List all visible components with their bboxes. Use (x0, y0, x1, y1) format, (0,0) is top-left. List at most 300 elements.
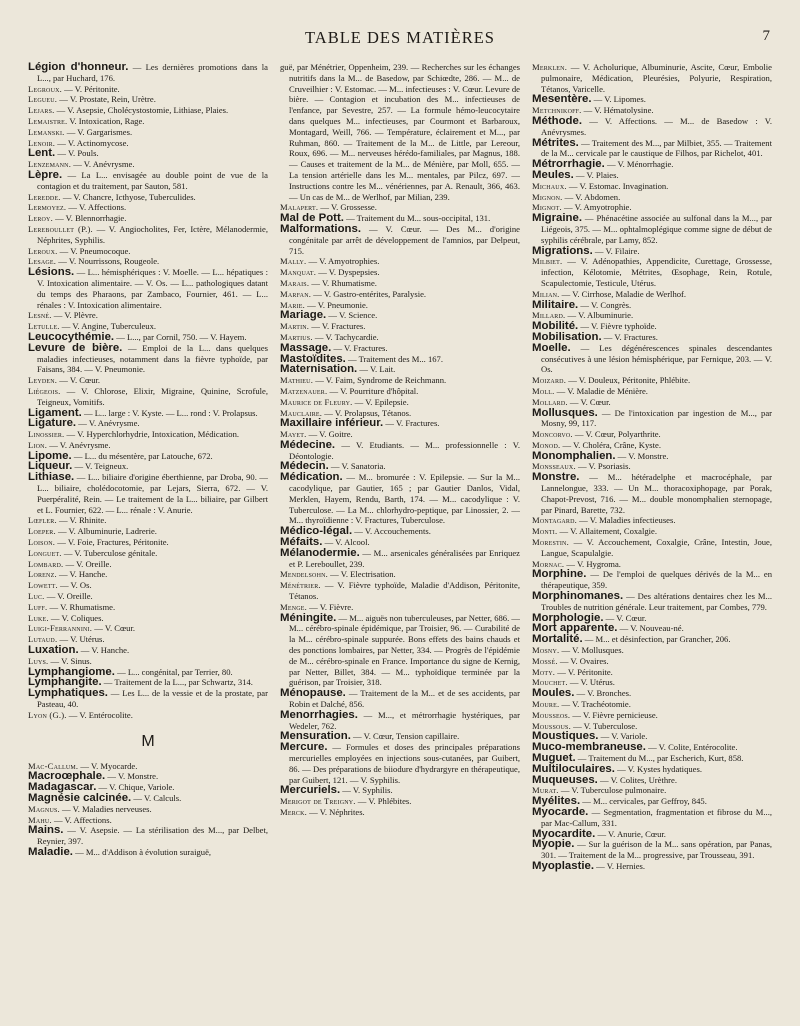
index-entry (28, 591, 268, 602)
index-entry (28, 537, 268, 548)
entry-headword: Levure de bière. (28, 341, 123, 354)
entry-text: — Emploi de la L... dans quelques maladies infectieuses, notamment dans la fièvre typhoïde, par Faisans, 384. — V. Pneumonie. (37, 342, 268, 375)
index-entry (28, 645, 268, 656)
entry-text: — V. Fièvre typhoïde. (578, 321, 657, 332)
entry-headword: Morphinomanes. (532, 590, 624, 603)
index-entry (532, 537, 772, 559)
entry-text: — V. Prolapsus, Tétanos. (322, 407, 412, 418)
entry-headword: Morestin. (532, 537, 569, 548)
index-column-2 (280, 62, 520, 1016)
index-entry (280, 62, 520, 202)
entry-text: — Les dégénérescences spinales descendantes consécutives à une lésion hémisphérique, par Fernique, 203. — V. Os. (541, 342, 772, 375)
entry-headword: Legroux. (28, 83, 62, 94)
entry-text: — V. Albuminurie, Ladrerie. (55, 526, 157, 537)
entry-headword: Myocardite. (532, 827, 596, 840)
entry-text: — V. Faim, Syndrome de Reichmann. (313, 375, 447, 386)
entry-headword: Mortalité. (532, 633, 583, 646)
index-entry (280, 310, 520, 321)
page-number: 7 (762, 28, 770, 44)
entry-headword: Lœfler. (28, 515, 57, 526)
entry-headword: Moelle. (532, 341, 571, 354)
entry-headword: Lombard. (28, 558, 64, 569)
index-entry (532, 807, 772, 829)
index-entry (280, 256, 520, 267)
index-entry (28, 515, 268, 526)
entry-text: V. Intoxication, Rage. (67, 115, 145, 126)
entry-headword: Moll. (532, 385, 555, 396)
index-entry (532, 192, 772, 203)
entry-text: — Traitement des M... 167. (345, 353, 443, 364)
index-entry (28, 246, 268, 257)
entry-headword: Monsseaux. (532, 461, 576, 472)
entry-headword: Legueu. (28, 94, 58, 105)
entry-text: — V. Chlorose, Elixir, Migraine, Quinine, Scrofule, Teigneux, Vomitifs. (37, 385, 268, 407)
entry-headword: Mousseos. (532, 709, 571, 720)
index-entry (280, 548, 520, 570)
entry-text: — V. Hématolysine. (581, 105, 654, 116)
entry-headword: Myocarde. (532, 805, 589, 818)
entry-text: — V. Estomac. Invagination. (566, 180, 669, 191)
index-entry (280, 613, 520, 689)
entry-text: — Traitement des M..., par Milbiet, 355. — Traitement de la M... cervicale par le caustique de Filhos, par Richelot, 401. (541, 137, 772, 159)
entry-headword: Meules. (532, 168, 574, 181)
index-entry (280, 278, 520, 289)
entry-text: — V. Hanche. (56, 569, 108, 580)
entry-text: — L... hémisphériques : V. Moelle. — L... hépatiques : V. Intoxication alimentaire. — V. Os. — L... pathologiques datant du temps des Pharaons, par Zambaco, Fournier, 461. — L... rénales : V. Intoxication alimentaire. (37, 267, 268, 310)
entry-text: — Les dernières promotions dans la L..., par Huchard, 176. (37, 62, 268, 83)
entry-headword: Lutaud. (28, 634, 58, 645)
entry-text: — V. Pouls. (55, 148, 99, 159)
index-entry (280, 580, 520, 602)
index-entry (28, 623, 268, 634)
index-entry (532, 246, 772, 257)
index-columns (28, 62, 772, 1016)
entry-headword: Leyden. (28, 375, 58, 386)
entry-headword: Mal de Pott. (280, 212, 344, 225)
entry-text: — Traitement du M... sous-occipital, 131. (343, 213, 491, 224)
entry-headword: Lion. (28, 439, 48, 450)
index-entry (532, 386, 772, 397)
entry-headword: Merklen. (532, 62, 568, 72)
entry-text: — La L... envisagée au double point de vue de la contagion et du traitement, par Sauton, 581. (37, 169, 268, 191)
entry-headword: Magnésie calcinée. (28, 792, 132, 804)
entry-text: — V. Lipomes. (591, 94, 646, 105)
entry-headword: Millard. (532, 310, 566, 321)
entry-headword: Moizard. (532, 375, 567, 386)
index-entry (28, 267, 268, 310)
entry-text: — V. Fièvre pernicieuse. (570, 709, 658, 720)
entry-headword: Maurice de Fleury. (280, 396, 353, 407)
entry-headword: Milian. (532, 288, 560, 299)
entry-text: — V. Anévrysme. (71, 159, 135, 170)
index-entry (532, 526, 772, 537)
entry-text: — M... hétéradelphe et macrocéphale, par Lannelongue, 333. — Un M... thoracoxiphopage, par Porak, Chapot-Prevost, 716. — M... double monomphalien sternopage, par Pinard, Barette, 732. (541, 472, 772, 515)
entry-headword: Lithiase. (28, 471, 75, 484)
entry-headword: Lymphangite. (28, 676, 102, 689)
section-letter-heading: M (141, 732, 155, 750)
entry-text: — V. Fractures. (331, 342, 388, 353)
entry-headword: Multiloculaires. (532, 762, 615, 775)
entry-headword: Mathieu. (280, 375, 314, 386)
index-entry (280, 569, 520, 580)
entry-text: — V. Colites, Urèthre. (597, 774, 677, 785)
entry-headword: Martius. (280, 331, 313, 342)
index-entry (532, 138, 772, 160)
entry-text: — V. Accouchements. (352, 526, 431, 537)
entry-text: — V. Cirrhose, Maladie de Werlhof. (559, 288, 687, 299)
entry-text: — V. Goitre. (306, 429, 353, 440)
entry-headword: Liégeois. (28, 385, 61, 396)
entry-headword: Ménopause. (280, 687, 346, 700)
entry-headword: Mesentère. (532, 93, 592, 106)
entry-text: — Traitement de la L..., par Schwartz, 314. (101, 677, 253, 688)
entry-headword: Luc. (28, 591, 45, 602)
entry-headword: Ménétrier. (280, 580, 321, 591)
index-entry (28, 105, 268, 116)
entry-text: — V. Abdomen. (562, 191, 621, 202)
entry-headword: Mauclaire. (280, 407, 323, 418)
entry-headword: Longuet. (28, 547, 62, 558)
entry-headword: Mollard. (532, 396, 568, 407)
entry-text: — Segmentation, fragmentation et fibrose du M..., par Mac-Callum, 331. (541, 806, 772, 828)
entry-headword: Lemanski. (28, 126, 65, 137)
entry-text: — V. Utérus. (567, 677, 615, 688)
entry-headword: Luys. (28, 655, 49, 666)
entry-text: — V. Asepsie, Cholécystostomie, Lithiase, Plaies. (54, 105, 229, 116)
entry-text: — V. Psoriasis. (575, 461, 631, 472)
entry-text: — V. Chique, Variole. (96, 782, 175, 793)
entry-text: — V. Gastro-entérites, Paralysie. (311, 288, 427, 299)
entry-headword: Mollusques. (532, 406, 598, 419)
index-entry (532, 667, 772, 678)
entry-headword: Montagard. (532, 515, 577, 526)
entry-text: — V. Pourriture d'hôpital. (327, 385, 419, 396)
index-entry (28, 613, 268, 624)
entry-text: — V. Plaies. (573, 169, 619, 180)
entry-headword: Loeper. (28, 526, 56, 537)
entry-headword: Morphine. (532, 568, 587, 581)
entry-text: — V. Pneumocoque. (57, 245, 131, 256)
entry-headword: Métrorrhagie. (532, 158, 605, 171)
entry-text: — V. Fractures. (309, 321, 366, 332)
index-entry (28, 62, 268, 84)
index-entry (280, 386, 520, 397)
index-entry (280, 364, 520, 375)
entry-text: — V. Ménorrhagie. (604, 159, 674, 170)
entry-text: — Formules et doses des principales préparations mercurielles employées en injections sous-cutanées, par Guibert, 86. — Des préparations de biiodure d'hydrargyre en thérapeutique, par Guibert, 121. — V. Syphilis. (289, 742, 520, 785)
entry-headword: Malapert. (280, 202, 319, 213)
index-entry (28, 148, 268, 159)
entry-headword: Mignot. (532, 202, 562, 213)
entry-text: — V. Oreille. (44, 591, 93, 602)
entry-headword: Leroux. (28, 245, 58, 256)
index-entry (532, 300, 772, 311)
entry-text: — V. Variole. (598, 731, 648, 742)
index-entry (532, 408, 772, 430)
entry-text: — L..., par Cornil, 750. — V. Hayem. (114, 331, 247, 342)
entry-headword: Manquat. (280, 267, 317, 278)
entry-headword: Médecin. (280, 460, 329, 473)
entry-text: — V. Maladie de Ménière. (554, 385, 648, 396)
entry-text: — M... d'Addison à évolution suraiguë, (72, 846, 212, 857)
entry-text: — V. Hernies. (594, 860, 646, 871)
entry-headword: Mélanodermie. (280, 546, 360, 559)
entry-headword: Madagascar. (28, 781, 97, 794)
entry-text: — V. Hyperchlorhydrie, Intoxication, Médication. (64, 429, 240, 440)
entry-headword: Mouchet. (532, 677, 568, 688)
index-entry (532, 375, 772, 386)
entry-headword: Luxation. (28, 644, 79, 657)
entry-headword: Leucocythémie. (28, 330, 115, 343)
entry-headword: Lorenz. (28, 569, 57, 580)
index-entry (280, 472, 520, 526)
entry-text: — V. Amyotrophies. (306, 256, 380, 267)
entry-text: — V. Rhumatisme. (47, 601, 116, 612)
index-entry (532, 181, 772, 192)
index-entry (532, 62, 772, 94)
entry-headword: Merck. (280, 806, 307, 817)
entry-headword: Mally. (280, 256, 307, 267)
index-entry (532, 861, 772, 872)
entry-text: — V. Affections. (51, 814, 112, 825)
entry-headword: Monti. (532, 526, 558, 537)
entry-text: — V. Asepsie. — La stérilisation des M..., par Delbet, Reynier, 397. (37, 825, 268, 847)
entry-text: — M... aiguës non tuberculeuses, par Netter, 686. — M... cérébro-spinale épidémique, par Troisier, 96. — Curabilité de la M... cérébro-spinale suppurée. Bons effets des bains chauds et des ponctions lombaires, par Netter, 334. — Progrès de l'épidémie de M... cérébro-spinale en France. Importance du signe de Kernig, par Netter, Billet, 384. — M... typhoïdique terminée par la guérison, par Troisier, 318. (289, 612, 520, 688)
entry-text: — V. Chancre, Icthyose, Tuberculides. (60, 191, 196, 202)
entry-text: — V. Pneumonie. (305, 299, 368, 310)
index-entry (532, 839, 772, 861)
index-entry (532, 213, 772, 245)
entry-text: — V. Maladies infectieuses. (576, 515, 676, 526)
entry-headword: Méningite. (280, 611, 337, 624)
entry-text: — De l'emploi de quelques dérivés de la M... en thérapeutique, 359. (541, 569, 772, 591)
entry-text: — V. Nouveau-né. (617, 623, 684, 634)
entry-text: — V. Myocarde. (78, 760, 138, 771)
entry-text: — V. Angine, Tuberculeux. (59, 321, 157, 332)
entry-headword: Lemaistre. (28, 115, 68, 126)
page-header (30, 28, 770, 54)
index-entry (280, 267, 520, 278)
entry-headword: Médico-légal. (280, 525, 353, 538)
entry-text: — V. Teigneux. (72, 461, 129, 472)
entry-headword: Lymphatiques. (28, 687, 108, 700)
entry-headword: Lyon (G.). (28, 709, 67, 720)
entry-headword: Moules. (532, 687, 575, 700)
entry-text: — Traitement de la M... et de ses accidents, par Robin et Dalché, 856. (289, 688, 520, 710)
index-entry (28, 526, 268, 537)
entry-headword: Mignon. (532, 191, 563, 202)
index-entry (532, 710, 772, 721)
entry-text: — V. Foie, Fractures, Péritonite. (55, 537, 169, 548)
entry-text: — V. Anurie, Cœur. (595, 828, 666, 839)
entry-text: — V. Cœur, Tension capillaire. (350, 731, 460, 742)
entry-text: — V. Entérocolite. (66, 709, 133, 720)
entry-text: — V. Science. (326, 310, 378, 321)
entry-text: — V. Sinus. (48, 655, 92, 666)
entry-text: — L... congénital, par Terrier, 80. (114, 666, 233, 677)
entry-text: — V. Acholurique, Albuminurie, Ascite, Cœur, Embolie pulmonaire, Médication, Pleurésies, Polyurie, Respiration, Tétanos, Varicelle. (541, 62, 772, 94)
entry-headword: Maxillaire inférieur. (280, 417, 384, 430)
entry-text: — V. Tachycardie. (312, 331, 379, 342)
entry-headword: Lenzemann. (28, 159, 72, 170)
index-entry (280, 289, 520, 300)
entry-headword: Légion d'honneur. (28, 62, 129, 73)
index-entry (280, 418, 520, 429)
entry-text: — Sur la guérison de la M... sans opération, par Panas, 301. — Traitement de la M... progressive, par Trousseau, 391. (541, 839, 772, 861)
entry-headword: Myoplastie. (532, 859, 595, 872)
index-entry (532, 645, 772, 656)
entry-text: — V. Maladies nerveuses. (59, 803, 152, 814)
entry-headword: Merigot de Treigny. (280, 796, 356, 807)
entry-text: — V. Anévrysme. (47, 439, 111, 450)
entry-headword: Mariage. (280, 309, 327, 322)
index-entry (532, 688, 772, 699)
entry-text: — V. Epilepsie. (352, 396, 409, 407)
entry-text: — V. Affections. — M... de Basedow : V. Anévrysmes. (541, 115, 772, 137)
entry-headword: Lereboullet (P.). (28, 223, 93, 234)
entry-text: — V. Cœur. — Des M... d'origine congénitale par arrêt de développement de l'amnios, par Delpeut, 715. (289, 223, 520, 256)
index-entry (28, 580, 268, 591)
entry-headword: Luff. (28, 601, 48, 612)
index-entry (28, 343, 268, 375)
entry-text: — V. Trachéotomie. (559, 699, 631, 710)
index-entry (28, 559, 268, 570)
entry-text: — V. Plèvre. (51, 310, 98, 321)
entry-headword: Mac-Callum. (28, 760, 79, 771)
index-entry (280, 224, 520, 256)
entry-headword: Lipome. (28, 449, 72, 462)
entry-text: — V. Fractures. (601, 331, 658, 342)
index-column-1 (28, 62, 268, 1016)
entry-headword: Matzenauer. (280, 385, 328, 396)
entry-text: — V. Filaire. (592, 245, 640, 256)
index-entry (28, 418, 268, 429)
index-entry (28, 548, 268, 559)
index-entry (28, 94, 268, 105)
entry-text: — V. Affections. (66, 202, 127, 213)
index-entry (28, 602, 268, 613)
entry-headword: Letulle. (28, 321, 60, 332)
entry-headword: Maternisation. (280, 363, 358, 376)
index-entry (532, 256, 772, 288)
entry-text: — V. Anévrysme. (76, 418, 140, 429)
index-entry (28, 688, 268, 710)
entry-text: — M... arsenicales généralisées par Enriquez et P. Lereboullet, 239. (289, 547, 520, 569)
entry-headword: Lowett. (28, 580, 58, 591)
entry-text: — V. Tuberculose pulmonaire. (558, 785, 667, 796)
entry-headword: Lenoir. (28, 137, 56, 148)
entry-headword: Myopie. (532, 838, 575, 851)
entry-text: — V. Blennorrhagie. (52, 213, 127, 224)
index-entry (28, 159, 268, 170)
index-entry (28, 804, 268, 815)
entry-text: — V. Hanche. (78, 645, 130, 656)
entry-text: — V. Coliques. (48, 612, 104, 623)
entry-text: — V. Actinomycose. (55, 137, 129, 148)
entry-text: — V. Prostate, Rein, Urètre. (57, 94, 156, 105)
entry-headword: Métrites. (532, 136, 579, 149)
entry-text: — V. Cœur, Polyarthrite. (572, 429, 661, 440)
entry-text: — V. Grossesse. (318, 202, 377, 213)
entry-headword: Médication. (280, 471, 343, 484)
entry-text: — V. Tuberculose. (570, 720, 638, 731)
entry-headword: Massage. (280, 341, 332, 354)
entry-headword: Mercuriels. (280, 784, 341, 797)
entry-headword: Mains. (28, 824, 64, 837)
entry-headword: Monod. (532, 439, 561, 450)
entry-headword: Lejars. (28, 105, 55, 116)
entry-headword: Marfan. (280, 288, 312, 299)
index-entry (280, 796, 520, 807)
entry-headword: Loison. (28, 537, 56, 548)
entry-headword: Méfaits. (280, 536, 323, 549)
entry-text: — V. Fièvre. (307, 601, 354, 612)
index-entry (28, 815, 268, 826)
entry-headword: Mobilisation. (532, 330, 602, 343)
entry-text: — Phénacétine associée au sulfonal dans la M..., par Liégeois, 375. — M... ophtalmoplégique comme signe de début de syphilis cérébrale, par Lamy, 852. (541, 213, 772, 245)
entry-text: — Les L... de la vessie et de la prostate, par Pasteau, 40. (37, 688, 268, 710)
index-entry (280, 785, 520, 796)
entry-text: — M... bromurée : V. Epilepsie. — Sur la M... cacodylique, par Gautier, 165 ; par Gautier Danlos, Vidal, Merklen, Hayem, Rendu, Barth, 174. — M... cacodylique : V. Tuberculose. — La M... chlorhydro-peptique, par Linossier, 2. — M... thyroïdienne : V. Fractures, Tuberculose. (289, 472, 520, 526)
entry-text: — V. Sanatoria. (328, 461, 386, 472)
entry-headword: Luigi-Ferrannini. (28, 623, 93, 634)
entry-headword: Lesné. (28, 310, 52, 321)
entry-text: — V. Fractures. (383, 418, 440, 429)
entry-text: — V. Gargarismes. (64, 126, 133, 137)
entry-headword: Mayet. (280, 429, 307, 440)
entry-headword: Liqueur. (28, 460, 73, 473)
entry-text: — V. Rhumatisme. (309, 277, 377, 288)
entry-headword: Metchnikoff. (532, 105, 582, 116)
index-entry (532, 170, 772, 181)
index-entry (280, 321, 520, 332)
entry-text: — V. Néphrites. (307, 806, 365, 817)
entry-text: guë, par Ménétrier, Oppenheim, 239. — Recherches sur les échanges nutritifs dans la M... de Basedow, par Schiœdte, 286. — M... de Cruveilhier : V. Estomac. — M... infectieuses : V. Cœur. Levure de bière. — Contagion et incubation des M... infectieuses de l'enfance, par Sevestre, 257. — La formule hémo-leucocytaire dans quelques M... infectieuses, par Courmont et Barbaroux, Montagard, Weill, 766. — Température, éclairement et M..., par Ruhman, 860. — Traitement de la M... de Little, par Lereour, Roux, 696. — M... nerveuses hérédo-familiales, par Magnus, 188. — Causes et traitement de la M... de Ménière, par Moll, 655. — La tension artérielle dans les M... mentales, par Pilcz, 697. — Instructions contre les M... vénériennes, par A. Renault, 366, 463. — Un cas de M... de Werlhof, par Milian, 239. (280, 62, 520, 202)
entry-text: — V. Alcool. (322, 537, 370, 548)
index-entry (28, 429, 268, 440)
index-entry (280, 742, 520, 785)
entry-headword: Leroy. (28, 213, 53, 224)
entry-text: — V. Kystes hydatiques. (614, 763, 702, 774)
entry-text: — V. Lait. (357, 364, 396, 375)
entry-text: — V. Douleux, Péritonite, Phlébite. (566, 375, 691, 386)
entry-headword: Muco-membraneuse. (532, 741, 646, 754)
index-entry (28, 84, 268, 95)
index-entry (532, 116, 772, 138)
entry-text: — V. Allaitement, Coxalgie. (557, 526, 658, 537)
entry-headword: Myélites. (532, 795, 581, 808)
index-entry (280, 440, 520, 462)
entry-headword: Moustiques. (532, 730, 599, 743)
entry-text: — V. Cœur. (603, 612, 647, 623)
entry-headword: Mahu. (28, 814, 52, 825)
index-entry (28, 170, 268, 192)
entry-headword: Médecine. (280, 438, 336, 451)
index-entry (532, 591, 772, 613)
index-entry (28, 202, 268, 213)
entry-headword: Macroœphale. (28, 770, 106, 783)
index-entry (280, 375, 520, 386)
index-entry (28, 375, 268, 386)
entry-text: — V. Mollusques. (559, 645, 624, 656)
index-entry (532, 569, 772, 591)
entry-headword: Lermoyez. (28, 202, 67, 213)
entry-headword: Lesage. (28, 256, 57, 267)
entry-headword: Moussous. (532, 720, 571, 731)
entry-headword: Lésions. (28, 266, 75, 279)
index-entry (532, 656, 772, 667)
index-entry (28, 569, 268, 580)
